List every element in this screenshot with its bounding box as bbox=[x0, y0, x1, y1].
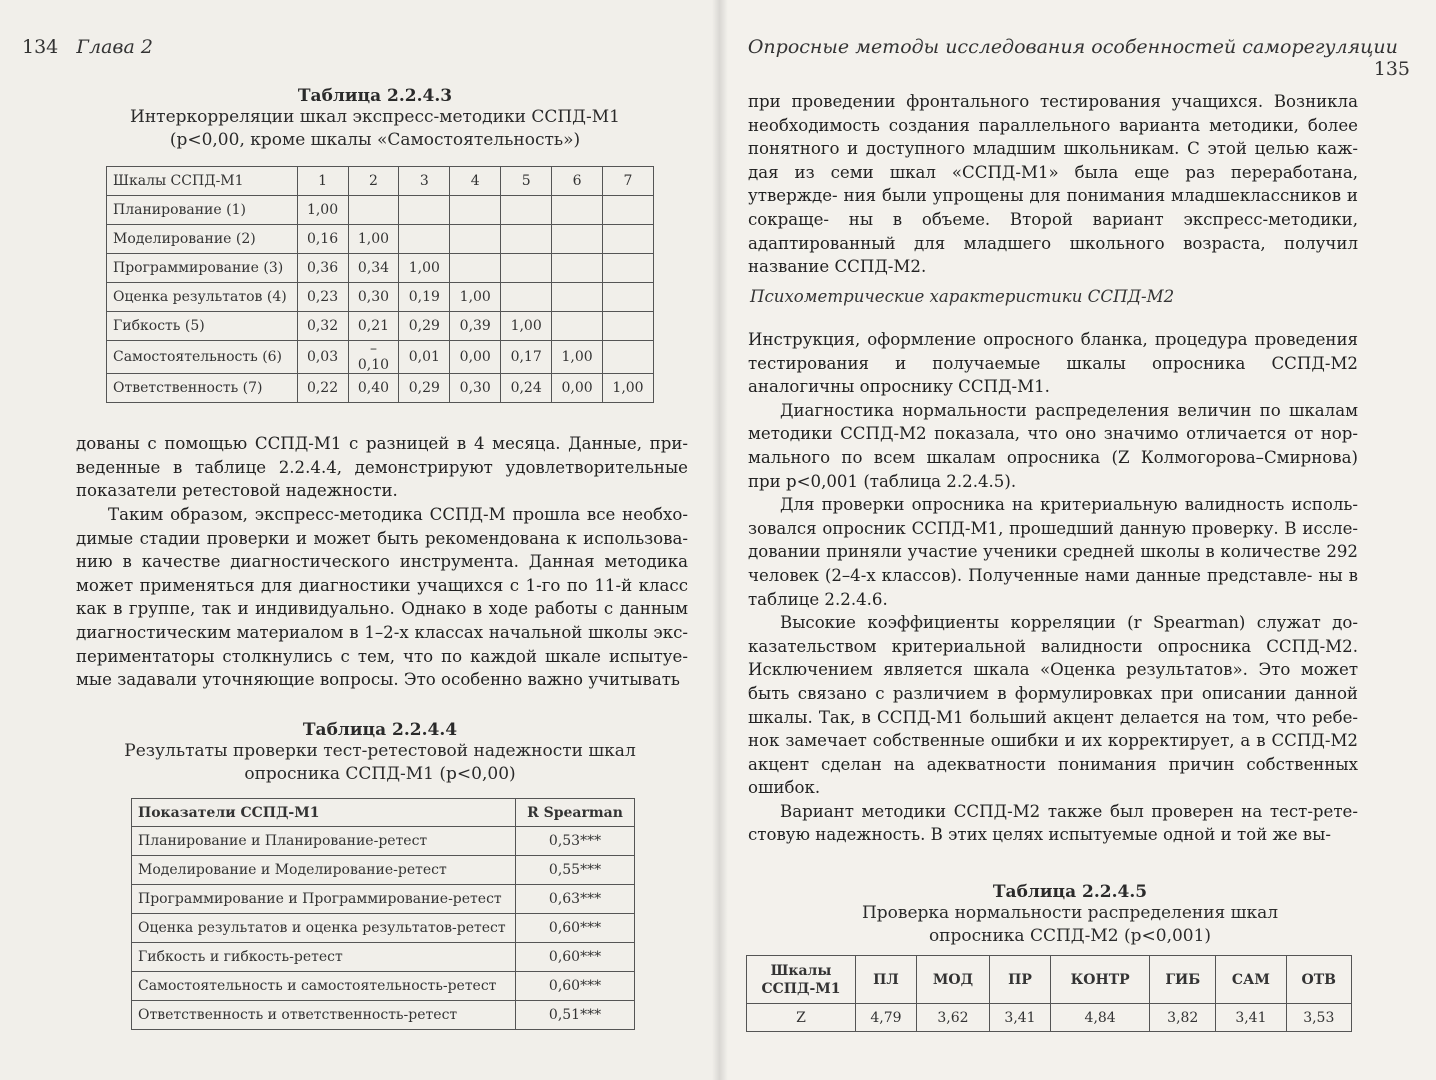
table1-cell: 1,00 bbox=[450, 283, 501, 312]
normality-table bbox=[746, 955, 1352, 1032]
paragraph bbox=[748, 800, 1358, 847]
table1-row-label: Гибкость (5) bbox=[107, 312, 298, 341]
table1-cell: 0,19 bbox=[399, 283, 450, 312]
table3-cell: 3,41 bbox=[990, 1004, 1051, 1032]
table1-cell: 0,40 bbox=[348, 374, 399, 403]
table1-cell bbox=[399, 225, 450, 254]
prose-line: мального по всем шкалам опросника (Z Колмогорова–Смирнова) bbox=[748, 447, 1358, 467]
table3-cell: 3,53 bbox=[1286, 1004, 1351, 1032]
table1-cell bbox=[348, 196, 399, 225]
table1-col-header: 6 bbox=[552, 167, 603, 196]
prose-line: ны в объеме. Второй вариант экспресс-методики, адаптированный bbox=[748, 209, 1358, 253]
table3-col-header: МОД bbox=[916, 956, 989, 1004]
table2-row-label: Гибкость и гибкость-ретест bbox=[132, 943, 516, 972]
prose-line: для младшего школьного возраста, получил название ССПД-М2. bbox=[748, 233, 1358, 277]
table1-col-header: 5 bbox=[501, 167, 552, 196]
table3-corner-cell bbox=[747, 956, 856, 1004]
table1-cell bbox=[603, 312, 654, 341]
prose-line: необходимость создания параллельного варианта методики, более bbox=[748, 115, 1358, 135]
table1-caption bbox=[60, 86, 690, 152]
prose-line: диагностическим материалом в 1–2-х классах начальной школы экс- bbox=[76, 622, 688, 642]
table1-number: Таблица 2.2.4.3 bbox=[297, 86, 453, 106]
table1-cell: 1,00 bbox=[603, 374, 654, 403]
table1-cell bbox=[552, 312, 603, 341]
prose-line: ошибок. bbox=[748, 778, 821, 798]
table1-cell: 0,30 bbox=[348, 283, 399, 312]
table1-cell: 0,00 bbox=[450, 341, 501, 374]
prose-line: зовался опросник ССПД-М1, прошедший данную проверку. В иссле- bbox=[748, 518, 1358, 538]
table3-caption bbox=[760, 882, 1380, 948]
table1-cell bbox=[552, 196, 603, 225]
table1-row-label: Планирование (1) bbox=[107, 196, 298, 225]
table2-row-value: 0,51*** bbox=[516, 1001, 635, 1030]
table2-title-line2: опросника ССПД-М1 (p<0,00) bbox=[244, 764, 516, 784]
table-row bbox=[107, 312, 654, 341]
prose-line: дая из семи шкал «ССПД-М1» была еще раз переработана, утвержде- bbox=[748, 162, 1358, 206]
table1-cell: 1,00 bbox=[552, 341, 603, 374]
table1-cell bbox=[603, 225, 654, 254]
table1-col-header: 2 bbox=[348, 167, 399, 196]
table2-row-value: 0,55*** bbox=[516, 856, 635, 885]
table1-cell bbox=[552, 254, 603, 283]
table1-col-header: 7 bbox=[603, 167, 654, 196]
table2-header-left: Показатели ССПД-М1 bbox=[132, 799, 516, 827]
prose-line: при p<0,001 (таблица 2.2.4.5). bbox=[748, 471, 1017, 491]
table2-row-value: 0,53*** bbox=[516, 827, 635, 856]
prose-line: Инструкция, оформление опросного бланка, процедура проведения bbox=[748, 330, 1358, 349]
table1-cell: 0,22 bbox=[297, 374, 348, 403]
table3-cell: 4,79 bbox=[856, 1004, 917, 1032]
table2-header-row bbox=[132, 799, 635, 827]
prose-line: мые задавали уточняющие вопросы. Это особенно важно учитывать bbox=[76, 670, 680, 690]
table1-cell bbox=[603, 196, 654, 225]
prose-line: при проведении фронтального тестирования учащихся. Возникла bbox=[748, 92, 1358, 111]
prose-line: ния были упрощены для понимания младшеклассников и сокраще- bbox=[748, 186, 1358, 229]
table3-corner-line1: Шкалы bbox=[770, 962, 832, 979]
left-prose-p1 bbox=[76, 432, 688, 503]
table1-cell: –0,10 bbox=[348, 341, 399, 374]
table-row bbox=[107, 196, 654, 225]
prose-line: 292 человек (2–4-х классов). Полученные нами данные представле- bbox=[748, 542, 1358, 585]
table-row bbox=[132, 827, 635, 856]
table1-cell bbox=[501, 225, 552, 254]
table2-row-label: Ответственность и ответственность-ретест bbox=[132, 1001, 516, 1030]
table1-cell: 0,00 bbox=[552, 374, 603, 403]
table1-cell: 0,39 bbox=[450, 312, 501, 341]
table1-col-header: 1 bbox=[297, 167, 348, 196]
table-row bbox=[132, 914, 635, 943]
table-row bbox=[107, 341, 654, 374]
paragraph bbox=[76, 503, 688, 692]
table1-cell bbox=[552, 283, 603, 312]
prose-line: понятного и доступного младшим школьникам. С этой целью каж- bbox=[748, 139, 1358, 159]
intercorrelation-table bbox=[106, 166, 654, 403]
table1-cell: 1,00 bbox=[348, 225, 399, 254]
table-row bbox=[132, 943, 635, 972]
page-number-left: 134 bbox=[22, 36, 59, 58]
table1-cell bbox=[450, 225, 501, 254]
paragraph bbox=[748, 399, 1358, 493]
table3-corner-line2: ССПД-М1 bbox=[761, 980, 841, 997]
prose-line: стовую надежность. В этих целях испытуемые одной и той же вы- bbox=[748, 825, 1331, 845]
table1-cell bbox=[603, 341, 654, 374]
table1-cell: 0,29 bbox=[399, 374, 450, 403]
table-row bbox=[107, 225, 654, 254]
table1-cell bbox=[552, 225, 603, 254]
table1-row-label: Ответственность (7) bbox=[107, 374, 298, 403]
table-row bbox=[132, 856, 635, 885]
paragraph bbox=[748, 90, 1358, 279]
table2-row-label: Самостоятельность и самостоятельность-ретест bbox=[132, 972, 516, 1001]
test-retest-table bbox=[131, 798, 635, 1030]
chapter-title: Глава 2 bbox=[76, 36, 153, 58]
table3-cell: 3,41 bbox=[1216, 1004, 1286, 1032]
right-page bbox=[720, 0, 1436, 1080]
table1-row-label: Оценка результатов (4) bbox=[107, 283, 298, 312]
prose-line: акцент сделан на адекватности понимания причин собственных bbox=[748, 754, 1358, 774]
prose-line: Вариант методики ССПД-М2 также был проверен на тест-рете- bbox=[780, 801, 1358, 821]
table1-title-line2: (p<0,00, кроме шкалы «Самостоятельность») bbox=[169, 130, 581, 150]
table1-cell bbox=[603, 254, 654, 283]
table2-row-value: 0,60*** bbox=[516, 972, 635, 1001]
prose-line: димые стадии проверки и может быть рекомендована к использова- bbox=[76, 528, 688, 548]
table2-row-value: 0,63*** bbox=[516, 885, 635, 914]
table1-cell: 0,32 bbox=[297, 312, 348, 341]
left-prose-p2 bbox=[76, 503, 688, 692]
table3-col-header: ПЛ bbox=[856, 956, 917, 1004]
right-prose-body bbox=[748, 328, 1358, 847]
prose-line: Высокие коэффициенты корреляции (r Spearman) служат до- bbox=[780, 613, 1358, 633]
table2-caption bbox=[60, 720, 700, 786]
prose-line: Диагностика нормальности распределения величин по шкалам bbox=[780, 400, 1358, 420]
table1-cell: 0,34 bbox=[348, 254, 399, 283]
prose-line: показатели ретестовой надежности. bbox=[76, 481, 398, 501]
table1-cell bbox=[501, 283, 552, 312]
prose-line: периментаторы столкнулись с тем, что по каждой шкале испытуе- bbox=[76, 646, 688, 666]
table1-cell: 0,29 bbox=[399, 312, 450, 341]
book-gutter bbox=[712, 0, 728, 1080]
prose-line: может применяться для диагностики учащихся с 1-го по 11-й класс bbox=[76, 575, 688, 595]
paragraph bbox=[748, 328, 1358, 399]
table1-cell: 0,01 bbox=[399, 341, 450, 374]
right-running-head bbox=[720, 36, 1410, 80]
table3-number: Таблица 2.2.4.5 bbox=[992, 882, 1148, 902]
table3-title-line2: опросника ССПД-М2 (p<0,001) bbox=[928, 926, 1212, 946]
table1-title-line1: Интеркорреляции шкал экспресс-методики ССПД-М1 bbox=[130, 107, 620, 127]
prose-line: нок замечает собственные ошибки и их корректирует, а в ССПД-М2 bbox=[748, 731, 1358, 751]
table1-cell: 0,16 bbox=[297, 225, 348, 254]
prose-line: шкалы. Так, в ССПД-М1 больший акцент делается на том, что ребе- bbox=[748, 707, 1358, 727]
page-number-right: 135 bbox=[1373, 58, 1410, 80]
table3-col-header: ГИБ bbox=[1150, 956, 1216, 1004]
prose-line: Исключением является шкала «Оценка результатов». Это может bbox=[748, 660, 1358, 680]
prose-line: тестирования и получаемые шкалы опросника ССПД-М2 аналогичны bbox=[748, 353, 1358, 397]
table2-title-line1: Результаты проверки тест-ретестовой надежности шкал bbox=[124, 741, 636, 761]
table3-title-line1: Проверка нормальности распределения шкал bbox=[861, 903, 1279, 923]
table3-cell: 3,62 bbox=[916, 1004, 989, 1032]
table1-col-header: 4 bbox=[450, 167, 501, 196]
paragraph bbox=[748, 493, 1358, 611]
table1-cell bbox=[501, 196, 552, 225]
table1-cell: 0,24 bbox=[501, 374, 552, 403]
table1-col-header: 3 bbox=[399, 167, 450, 196]
table-row bbox=[132, 1001, 635, 1030]
table3-cell: 4,84 bbox=[1050, 1004, 1149, 1032]
table1-cell bbox=[399, 196, 450, 225]
table-row bbox=[132, 885, 635, 914]
table1-cell: 0,17 bbox=[501, 341, 552, 374]
paragraph bbox=[76, 432, 688, 503]
table1-cell: 1,00 bbox=[297, 196, 348, 225]
prose-line: Таким образом, экспресс-методика ССПД-М прошла все необхо- bbox=[108, 505, 688, 524]
table1-cell: 0,03 bbox=[297, 341, 348, 374]
table3-col-header: КОНТР bbox=[1050, 956, 1149, 1004]
table2-row-label: Оценка результатов и оценка результатов-ретест bbox=[132, 914, 516, 943]
table1-cell: 0,36 bbox=[297, 254, 348, 283]
table1-header-row bbox=[107, 167, 654, 196]
table1-corner-cell: Шкалы ССПД-М1 bbox=[107, 167, 298, 196]
table1-row-label: Программирование (3) bbox=[107, 254, 298, 283]
table3-row-label: Z bbox=[747, 1004, 856, 1032]
table1-row-label: Моделирование (2) bbox=[107, 225, 298, 254]
table1-row-label: Самостоятельность (6) bbox=[107, 341, 298, 374]
table1-cell: 0,23 bbox=[297, 283, 348, 312]
section-subheading: Психометрические характеристики ССПД-М2 bbox=[750, 287, 1175, 306]
table2-number: Таблица 2.2.4.4 bbox=[302, 720, 458, 740]
left-running-head bbox=[22, 36, 153, 58]
prose-line: как в группе, так и индивидуально. Однако в ходе работы с данным bbox=[76, 599, 688, 619]
table1-cell bbox=[501, 254, 552, 283]
prose-line: Для проверки опросника на критериальную валидность исполь- bbox=[780, 495, 1358, 515]
table-row bbox=[107, 254, 654, 283]
table2-row-label: Планирование и Планирование-ретест bbox=[132, 827, 516, 856]
table3-header-row bbox=[747, 956, 1352, 1004]
table2-row-value: 0,60*** bbox=[516, 914, 635, 943]
prose-line: методики ССПД-М2 показала, что оно значимо отличается от нор- bbox=[748, 424, 1358, 444]
table2-row-label: Моделирование и Моделирование-ретест bbox=[132, 856, 516, 885]
table1-cell bbox=[450, 196, 501, 225]
table3-cell: 3,82 bbox=[1150, 1004, 1216, 1032]
prose-line: довании приняли участие ученики средней школы в количестве bbox=[748, 542, 1321, 562]
table1-cell: 0,30 bbox=[450, 374, 501, 403]
section-title: Опросные методы исследования особенностей саморегуляции bbox=[747, 36, 1398, 58]
prose-line: нию в качестве диагностического инструмента. Данная методика bbox=[76, 552, 688, 572]
prose-line: ны в таблице 2.2.4.6. bbox=[748, 565, 1359, 609]
paragraph bbox=[748, 611, 1358, 800]
table3-col-header: САМ bbox=[1216, 956, 1286, 1004]
prose-line: веденные в таблице 2.2.4.4, демонстрируют удовлетворительные bbox=[76, 457, 688, 477]
table-row bbox=[132, 972, 635, 1001]
table2-header-right: R Spearman bbox=[516, 799, 635, 827]
table1-cell: 1,00 bbox=[501, 312, 552, 341]
table2-row-value: 0,60*** bbox=[516, 943, 635, 972]
table3-col-header: ПР bbox=[990, 956, 1051, 1004]
table1-cell: 0,21 bbox=[348, 312, 399, 341]
prose-line: казательством критериальной валидности опросника ССПД-М2. bbox=[748, 636, 1358, 656]
table3-col-header: ОТВ bbox=[1286, 956, 1351, 1004]
table1-cell bbox=[603, 283, 654, 312]
table2-row-label: Программирование и Программирование-ретест bbox=[132, 885, 516, 914]
table1-cell bbox=[450, 254, 501, 283]
table3-z-row bbox=[747, 1004, 1352, 1032]
prose-line: быть связано с различием в формулировках при описании данной bbox=[748, 683, 1358, 703]
right-prose-top bbox=[748, 90, 1358, 279]
table-row bbox=[107, 374, 654, 403]
prose-line: дованы с помощью ССПД-М1 с разницей в 4 месяца. Данные, при- bbox=[76, 434, 688, 453]
table1-cell: 1,00 bbox=[399, 254, 450, 283]
prose-line: опроснику ССПД-М1. bbox=[859, 377, 1050, 397]
table-row bbox=[107, 283, 654, 312]
